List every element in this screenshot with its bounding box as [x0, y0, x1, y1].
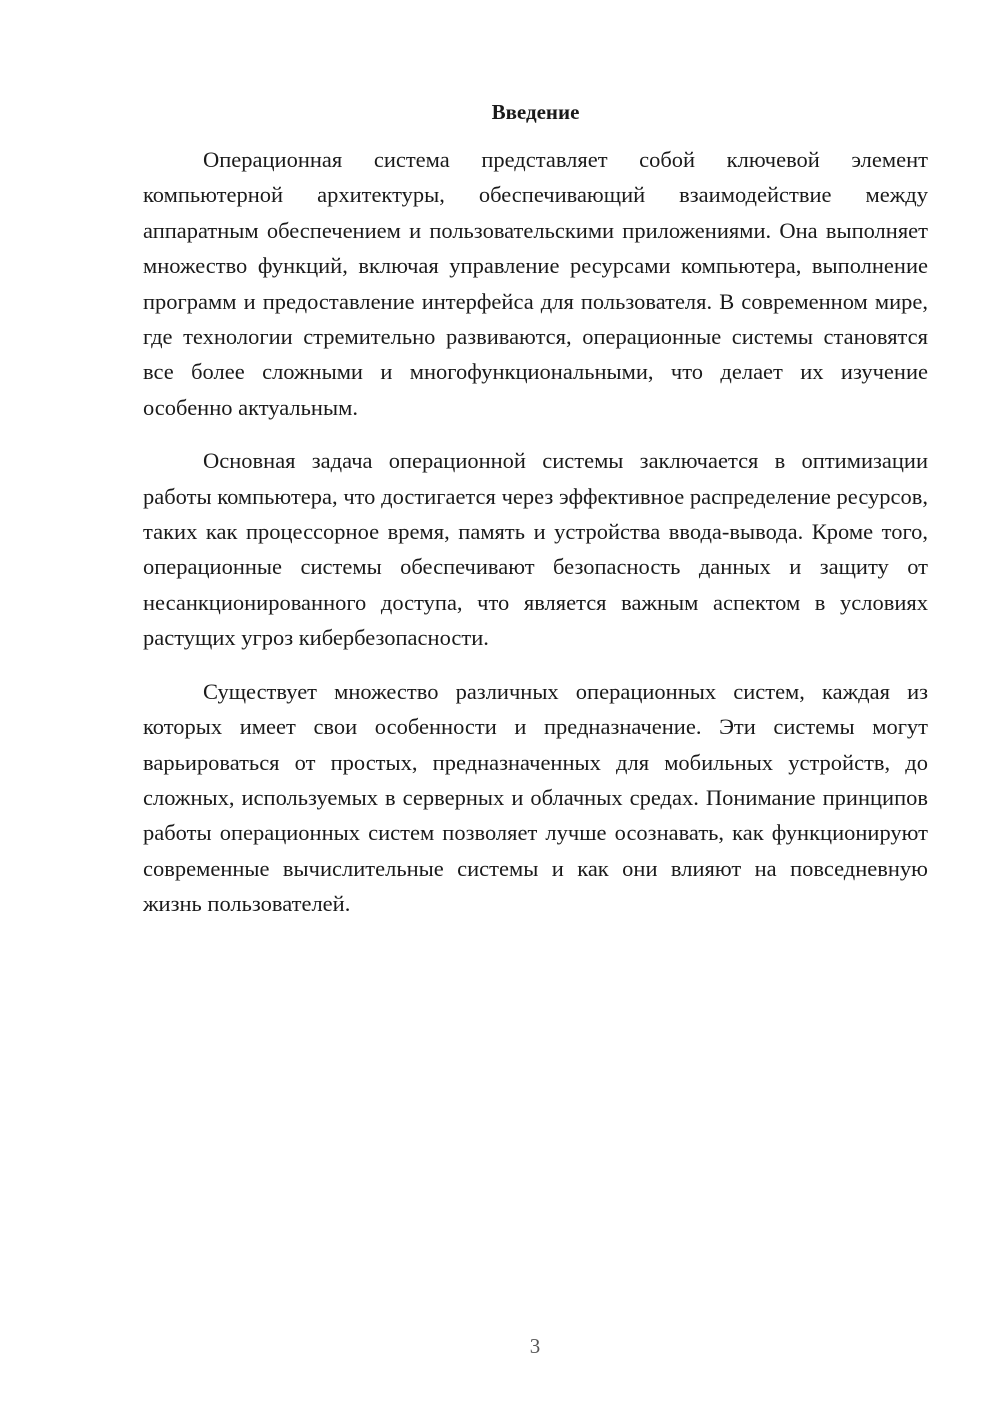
- page-number: 3: [529, 1334, 541, 1358]
- paragraph-2: Основная задача операционной системы заключается в оптимизации работы компьютера, что достигается через эффективное распределение ресурсов, таких как процессорное время, память и устройства ввода-вывода. Кроме того, операционные системы обеспечивают безопасность данных и защиту от несанкционированного доступа, что является важным аспектом в условиях растущих угроз кибербезопасности.: [143, 448, 928, 651]
- section-body: [143, 142, 928, 940]
- section-title: Введение: [491, 100, 580, 124]
- paragraph-3: Существует множество различных операционных систем, каждая из которых имеет свои особенности и предназначение. Эти системы могут варьироваться от простых, предназначенных для мобильных устройств, до сложных, используемых в серверных и облачных средах. Понимание принципов работы операционных систем позволяет лучше осознавать, как функционируют современные вычислительные системы и как они влияют на повседневную жизнь пользователей.: [143, 678, 928, 917]
- paragraph-1: Операционная система представляет собой ключевой элемент компьютерной архитектуры, обеспечивающий взаимодействие между аппаратным обеспечением и пользовательскими приложениями. Она выполняет множество функций, включая управление ресурсами компьютера, выполнение программ и предоставление интерфейса для пользователя. В современном мире, где технологии стремительно развиваются, операционные системы становятся все более сложными и многофункциональными, что делает их изучение особенно актуальным.: [143, 147, 928, 420]
